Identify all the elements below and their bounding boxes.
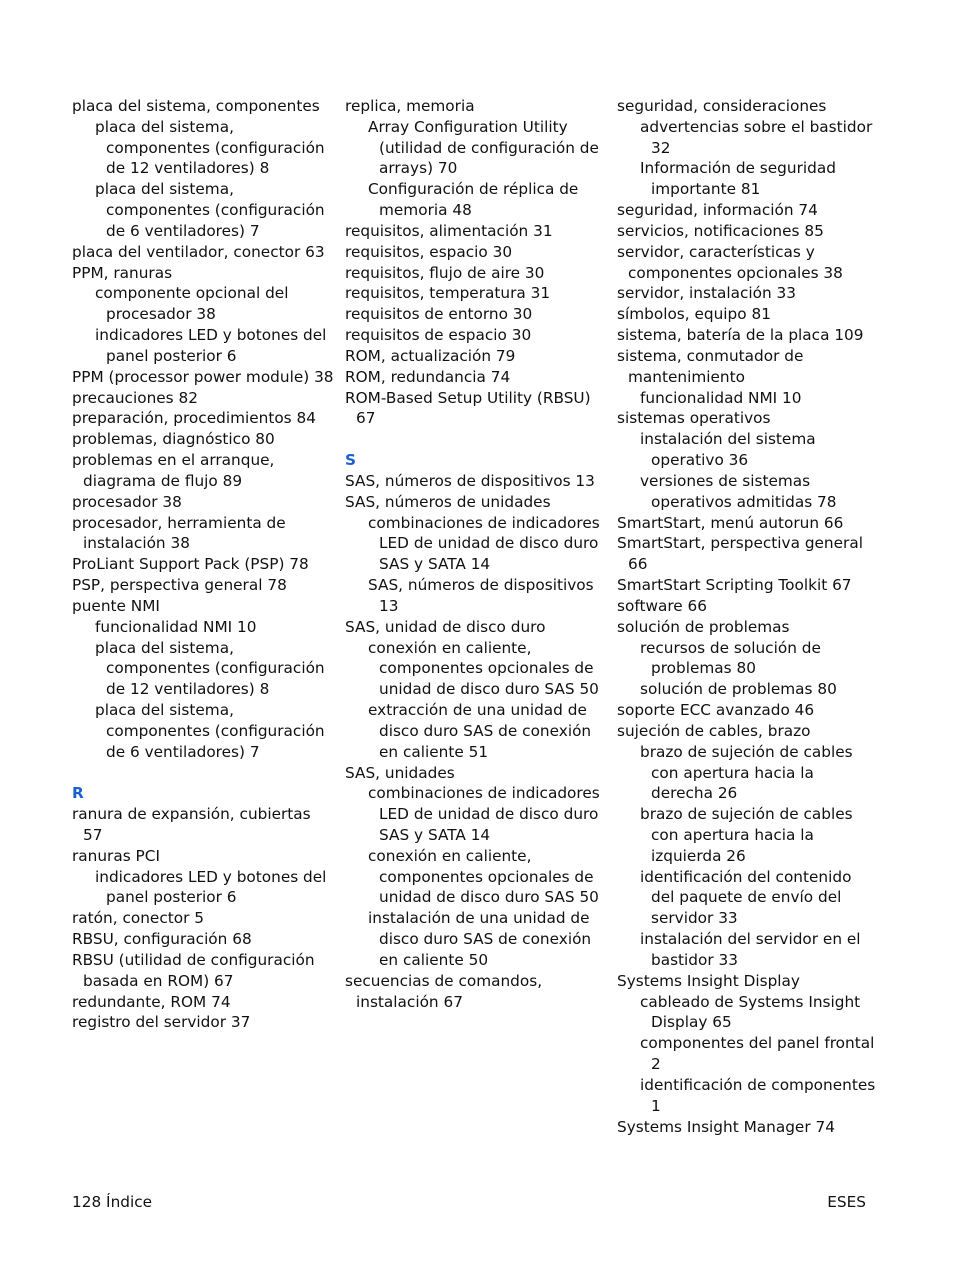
index-subentry: SAS, números de dispositivos 13 (368, 576, 594, 615)
index-entry: PPM, ranuras (72, 263, 173, 282)
index-column-3 (617, 96, 879, 1137)
index-subentry: combinaciones de indicadores LED de unidad de disco duro SAS y SATA 14 (368, 513, 600, 574)
index-entry: requisitos, espacio 30 (345, 242, 513, 261)
index-subentry: funcionalidad NMI 10 (95, 617, 257, 636)
index-entry: ROM-Based Setup Utility (RBSU) 67 (345, 388, 591, 428)
index-entry: ROM, redundancia 74 (345, 367, 511, 386)
index-entry: replica, memoria (345, 97, 475, 115)
index-subentry: componente opcional del procesador 38 (95, 284, 289, 324)
index-entry: SAS, números de dispositivos 13 (345, 471, 595, 490)
index-entry: ROM, actualización 79 (345, 346, 516, 365)
index-entry: requisitos, flujo de aire 30 (345, 263, 545, 282)
index-entry: ProLiant Support Pack (PSP) 78 (72, 555, 309, 574)
index-entry: SmartStart, perspectiva general 66 (617, 534, 863, 574)
index-entry: SAS, unidad de disco duro (345, 617, 546, 636)
index-entry: placa del ventilador, conector 63 (72, 242, 325, 261)
index-subentry: conexión en caliente, componentes opcionales de unidad de disco duro SAS 50 (368, 846, 599, 907)
index-subentry: componentes del panel frontal 2 (640, 1034, 875, 1074)
index-entry: preparación, procedimientos 84 (72, 409, 316, 428)
index-subentry: Información de seguridad importante 81 (640, 159, 836, 199)
index-subentry: cableado de Systems Insight Display 65 (640, 992, 861, 1032)
index-entry: ranuras PCI (72, 846, 160, 865)
index-subentry: funcionalidad NMI 10 (640, 388, 802, 407)
index-entry: sistema, conmutador de mantenimiento (617, 346, 804, 386)
index-entry: problemas en el arranque, diagrama de flujo 89 (72, 451, 275, 490)
index-entry: sistemas operativos (617, 409, 771, 428)
index-entry: ratón, conector 5 (72, 909, 204, 928)
index-entry: ranura de expansión, cubiertas 57 (72, 805, 311, 844)
footer-page-label: 128 Índice (72, 1193, 153, 1211)
index-entry: SmartStart, menú autorun 66 (617, 513, 844, 532)
index-entry: procesador 38 (72, 492, 182, 511)
index-entry: símbolos, equipo 81 (617, 305, 771, 324)
index-letter-heading: S (345, 451, 357, 470)
index-entry: PPM (processor power module) 38 (72, 367, 334, 386)
index-subentry: brazo de sujeción de cables con apertura hacia la izquierda 26 (640, 805, 853, 865)
index-entry: servidor, características y componentes opcionales 38 (617, 242, 843, 282)
index-entry: SAS, números de unidades (345, 492, 551, 511)
index-column-1 (72, 96, 334, 1033)
index-subentry: placa del sistema, componentes (configuración de 12 ventiladores) 8 (95, 638, 325, 699)
index-entry: requisitos, alimentación 31 (345, 221, 553, 240)
index-entry: seguridad, información 74 (617, 201, 818, 220)
index-entry: RBSU (utilidad de configuración basada en ROM) 67 (72, 950, 315, 990)
index-entry: Systems Insight Display (617, 971, 800, 990)
index-subentry: indicadores LED y botones del panel posterior 6 (95, 867, 327, 907)
index-subentry: Configuración de réplica de memoria 48 (368, 180, 579, 220)
index-entry: seguridad, consideraciones (617, 97, 827, 115)
index-entry: puente NMI (72, 596, 160, 615)
index-entry: SmartStart Scripting Toolkit 67 (617, 576, 852, 595)
index-subentry: placa del sistema, componentes (configuración de 12 ventiladores) 8 (95, 117, 325, 178)
index-entry: placa del sistema, componentes (72, 97, 320, 115)
index-subentry: placa del sistema, componentes (configuración de 6 ventiladores) 7 (95, 180, 325, 240)
index-entry: servicios, notificaciones 85 (617, 221, 824, 240)
index-entry: redundante, ROM 74 (72, 992, 231, 1011)
index-entry: requisitos de espacio 30 (345, 326, 532, 345)
index-entry: procesador, herramienta de instalación 38 (72, 513, 286, 553)
index-entry: registro del servidor 37 (72, 1013, 251, 1032)
index-entry: SAS, unidades (345, 763, 455, 782)
index-subentry: extracción de una unidad de disco duro SAS de conexión en caliente 51 (368, 701, 592, 761)
index-entry: servidor, instalación 33 (617, 284, 797, 303)
index-subentry: recursos de solución de problemas 80 (640, 638, 821, 678)
index-subentry: solución de problemas 80 (640, 680, 837, 699)
index-entry: soporte ECC avanzado 46 (617, 701, 815, 720)
index-entry: requisitos, temperatura 31 (345, 284, 551, 303)
index-entry: precauciones 82 (72, 388, 198, 407)
index-entry: sujeción de cables, brazo (617, 721, 811, 740)
index-subentry: versiones de sistemas operativos admitidas 78 (640, 471, 837, 511)
index-entry: secuencias de comandos, instalación 67 (345, 971, 543, 1011)
index-entry: requisitos de entorno 30 (345, 305, 533, 324)
index-subentry: identificación del contenido del paquete de envío del servidor 33 (640, 867, 852, 928)
index-entry: Systems Insight Manager 74 (617, 1117, 835, 1136)
index-subentry: identificación de componentes 1 (640, 1075, 876, 1115)
footer-language-code: ESES (827, 1193, 866, 1211)
index-entry: sistema, batería de la placa 109 (617, 326, 864, 345)
index-spacer (72, 763, 334, 784)
index-subentry: instalación de una unidad de disco duro SAS de conexión en caliente 50 (368, 909, 592, 969)
index-subentry: combinaciones de indicadores LED de unidad de disco duro SAS y SATA 14 (368, 784, 600, 844)
index-subentry: placa del sistema, componentes (configuración de 6 ventiladores) 7 (95, 701, 325, 761)
index-entry: solución de problemas (617, 617, 790, 636)
index-entry: problemas, diagnóstico 80 (72, 430, 275, 449)
index-entry: software 66 (617, 596, 708, 615)
index-column-2 (345, 96, 607, 1012)
index-entry: PSP, perspectiva general 78 (72, 576, 287, 595)
index-subentry: brazo de sujeción de cables con apertura hacia la derecha 26 (640, 742, 853, 803)
index-subentry: instalación del sistema operativo 36 (640, 430, 816, 470)
index-entry: RBSU, configuración 68 (72, 930, 252, 949)
index-subentry: conexión en caliente, componentes opcionales de unidad de disco duro SAS 50 (368, 638, 599, 699)
index-letter-heading: R (72, 784, 84, 803)
index-spacer (345, 429, 607, 450)
index-subentry: instalación del servidor en el bastidor 33 (640, 930, 861, 969)
index-subentry: Array Configuration Utility (utilidad de configuración de arrays) 70 (368, 117, 599, 178)
index-subentry: indicadores LED y botones del panel posterior 6 (95, 326, 327, 365)
index-subentry: advertencias sobre el bastidor 32 (640, 117, 873, 157)
